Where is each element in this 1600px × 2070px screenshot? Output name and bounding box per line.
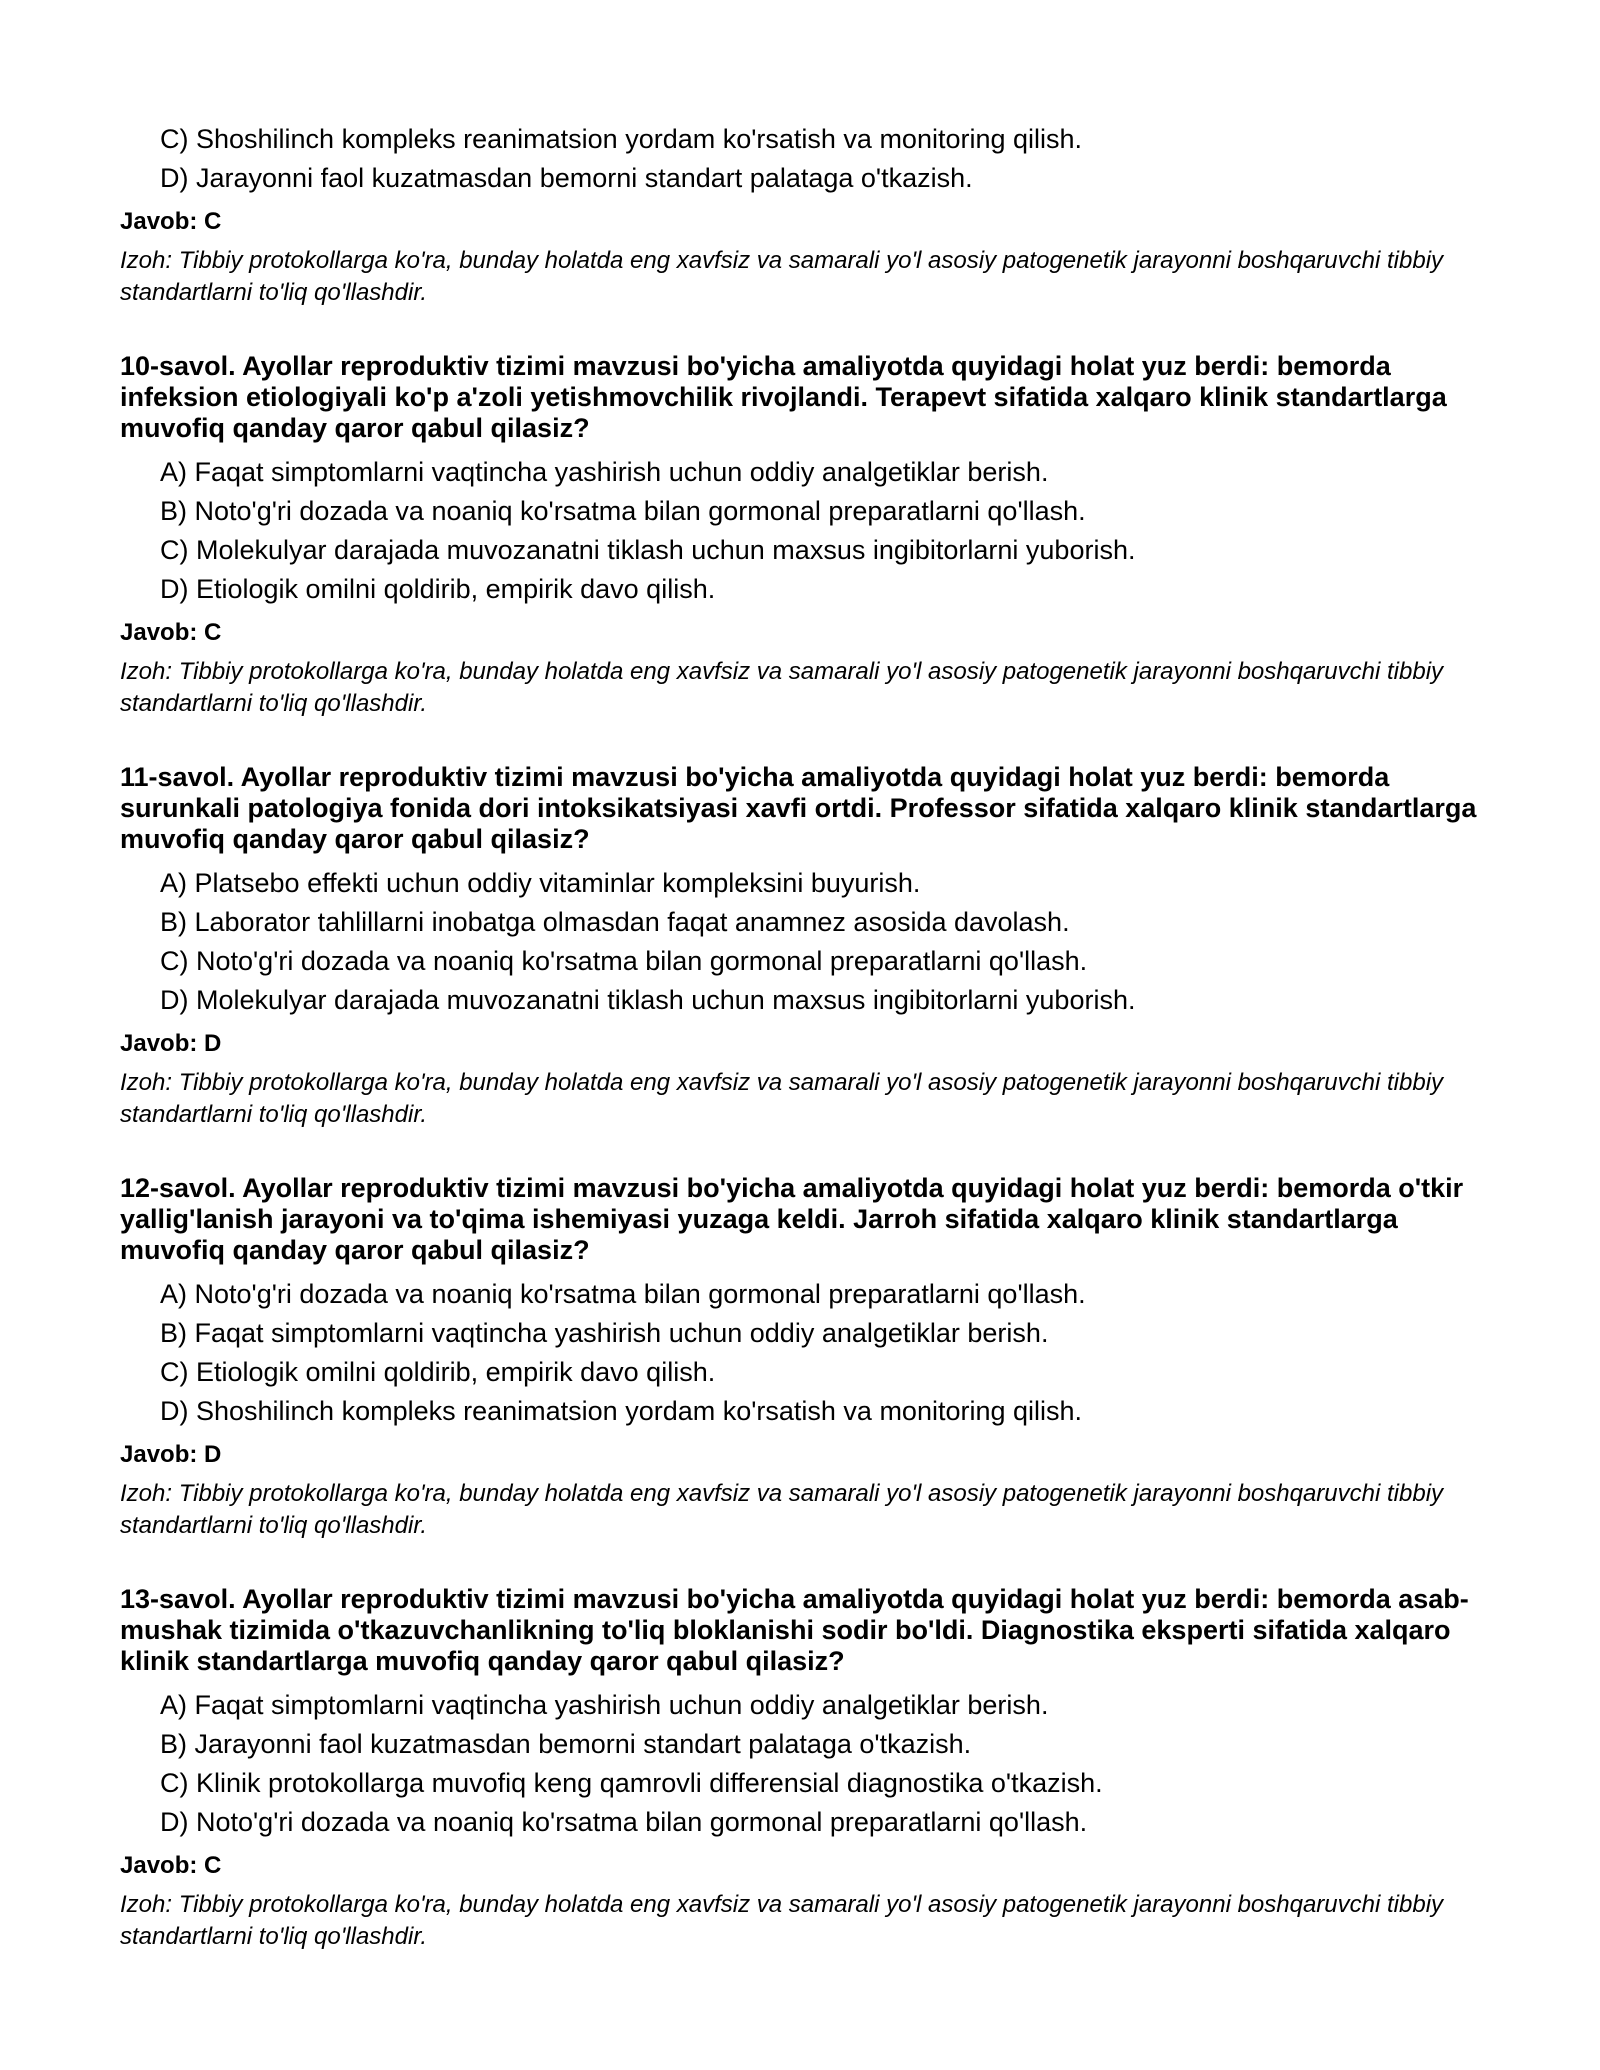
- answer: Javob: C: [120, 619, 222, 646]
- option-a: A) Faqat simptomlarni vaqtincha yashirish uchun oddiy analgetiklar berish.: [160, 1690, 1049, 1720]
- question-text: 11-savol. Ayollar reproduktiv tizimi mavzusi bo'yicha amaliyotda quyidagi holat yuz berdi: bemorda surunkali patologiya fonida dori intoksikatsiyasi xavfi ortdi. Professor sifatida xalqaro klinik standartlarga muvofiq qanday qaror qabul qilasiz?: [120, 762, 1477, 854]
- answer: Javob: D: [120, 1030, 222, 1057]
- option-a: A) Noto'g'ri dozada va noaniq ko'rsatma bilan gormonal preparatlarni qo'llash.: [160, 1279, 1086, 1309]
- explanation: Izoh: Tibbiy protokollarga ko'ra, bunday holatda eng xavfsiz va samarali yo'l asosiy patogenetik jarayonni boshqaruvchi tibbiy standartlarni to'liq qo'llashdir.: [120, 247, 1444, 306]
- question-text: 10-savol. Ayollar reproduktiv tizimi mavzusi bo'yicha amaliyotda quyidagi holat yuz berdi: bemorda infeksion etiologiyali ko'p a'zoli yetishmovchilik rivojlandi. Terapevt sifatida xalqaro klinik standartlarga muvofiq qanday qaror qabul qilasiz?: [120, 351, 1447, 443]
- option-d: D) Molekulyar darajada muvozanatni tiklash uchun maxsus ingibitorlarni yuborish.: [160, 985, 1136, 1015]
- explanation: Izoh: Tibbiy protokollarga ko'ra, bunday holatda eng xavfsiz va samarali yo'l asosiy patogenetik jarayonni boshqaruvchi tibbiy standartlarni to'liq qo'llashdir.: [120, 658, 1444, 717]
- option-a: A) Faqat simptomlarni vaqtincha yashirish uchun oddiy analgetiklar berish.: [160, 457, 1049, 487]
- option-a: A) Platsebo effekti uchun oddiy vitaminlar kompleksini buyurish.: [160, 868, 921, 898]
- question-text: 13-savol. Ayollar reproduktiv tizimi mavzusi bo'yicha amaliyotda quyidagi holat yuz berdi: bemorda asab-mushak tizimida o'tkazuvchanlikning to'liq bloklanishi sodir bo'ldi. Diagnostika eksperti sifatida xalqaro klinik standartlarga muvofiq qanday qaror qabul qilasiz?: [120, 1584, 1469, 1676]
- option-d: D) Noto'g'ri dozada va noaniq ko'rsatma bilan gormonal preparatlarni qo'llash.: [160, 1807, 1088, 1837]
- question-13: [120, 1584, 1480, 1953]
- question-text: 12-savol. Ayollar reproduktiv tizimi mavzusi bo'yicha amaliyotda quyidagi holat yuz berdi: bemorda o'tkir yallig'lanish jarayoni va to'qima ishemiyasi yuzaga keldi. Jarroh sifatida xalqaro klinik standartlarga muvofiq qanday qaror qabul qilasiz?: [120, 1173, 1464, 1265]
- answer: Javob: C: [120, 1852, 222, 1879]
- option-b: B) Faqat simptomlarni vaqtincha yashirish uchun oddiy analgetiklar berish.: [160, 1318, 1049, 1348]
- option-c: C) Klinik protokollarga muvofiq keng qamrovli differensial diagnostika o'tkazish.: [160, 1768, 1103, 1798]
- explanation: Izoh: Tibbiy protokollarga ko'ra, bunday holatda eng xavfsiz va samarali yo'l asosiy patogenetik jarayonni boshqaruvchi tibbiy standartlarni to'liq qo'llashdir.: [120, 1069, 1444, 1128]
- explanation: Izoh: Tibbiy protokollarga ko'ra, bunday holatda eng xavfsiz va samarali yo'l asosiy patogenetik jarayonni boshqaruvchi tibbiy standartlarni to'liq qo'llashdir.: [120, 1891, 1444, 1950]
- question-12: [120, 1173, 1480, 1542]
- option-b: B) Noto'g'ri dozada va noaniq ko'rsatma bilan gormonal preparatlarni qo'llash.: [160, 496, 1086, 526]
- option-d: D) Etiologik omilni qoldirib, empirik davo qilish.: [160, 574, 716, 604]
- explanation: Izoh: Tibbiy protokollarga ko'ra, bunday holatda eng xavfsiz va samarali yo'l asosiy patogenetik jarayonni boshqaruvchi tibbiy standartlarni to'liq qo'llashdir.: [120, 1480, 1444, 1539]
- option-c: C) Molekulyar darajada muvozanatni tiklash uchun maxsus ingibitorlarni yuborish.: [160, 535, 1136, 565]
- question-9-continuation: [120, 120, 1480, 309]
- option-b: B) Jarayonni faol kuzatmasdan bemorni standart palataga o'tkazish.: [160, 1729, 972, 1759]
- option-b: B) Laborator tahlillarni inobatga olmasdan faqat anamnez asosida davolash.: [160, 907, 1070, 937]
- option-d: D) Jarayonni faol kuzatmasdan bemorni standart palataga o'tkazish.: [160, 163, 973, 193]
- option-c: C) Etiologik omilni qoldirib, empirik davo qilish.: [160, 1357, 716, 1387]
- document-page: [120, 120, 1480, 1953]
- option-d: D) Shoshilinch kompleks reanimatsion yordam ko'rsatish va monitoring qilish.: [160, 1396, 1083, 1426]
- question-10: [120, 351, 1480, 720]
- question-11: [120, 762, 1480, 1131]
- option-c: C) Noto'g'ri dozada va noaniq ko'rsatma bilan gormonal preparatlarni qo'llash.: [160, 946, 1088, 976]
- answer: Javob: D: [120, 1441, 222, 1468]
- answer: Javob: C: [120, 208, 222, 235]
- option-c: C) Shoshilinch kompleks reanimatsion yordam ko'rsatish va monitoring qilish.: [160, 124, 1083, 154]
